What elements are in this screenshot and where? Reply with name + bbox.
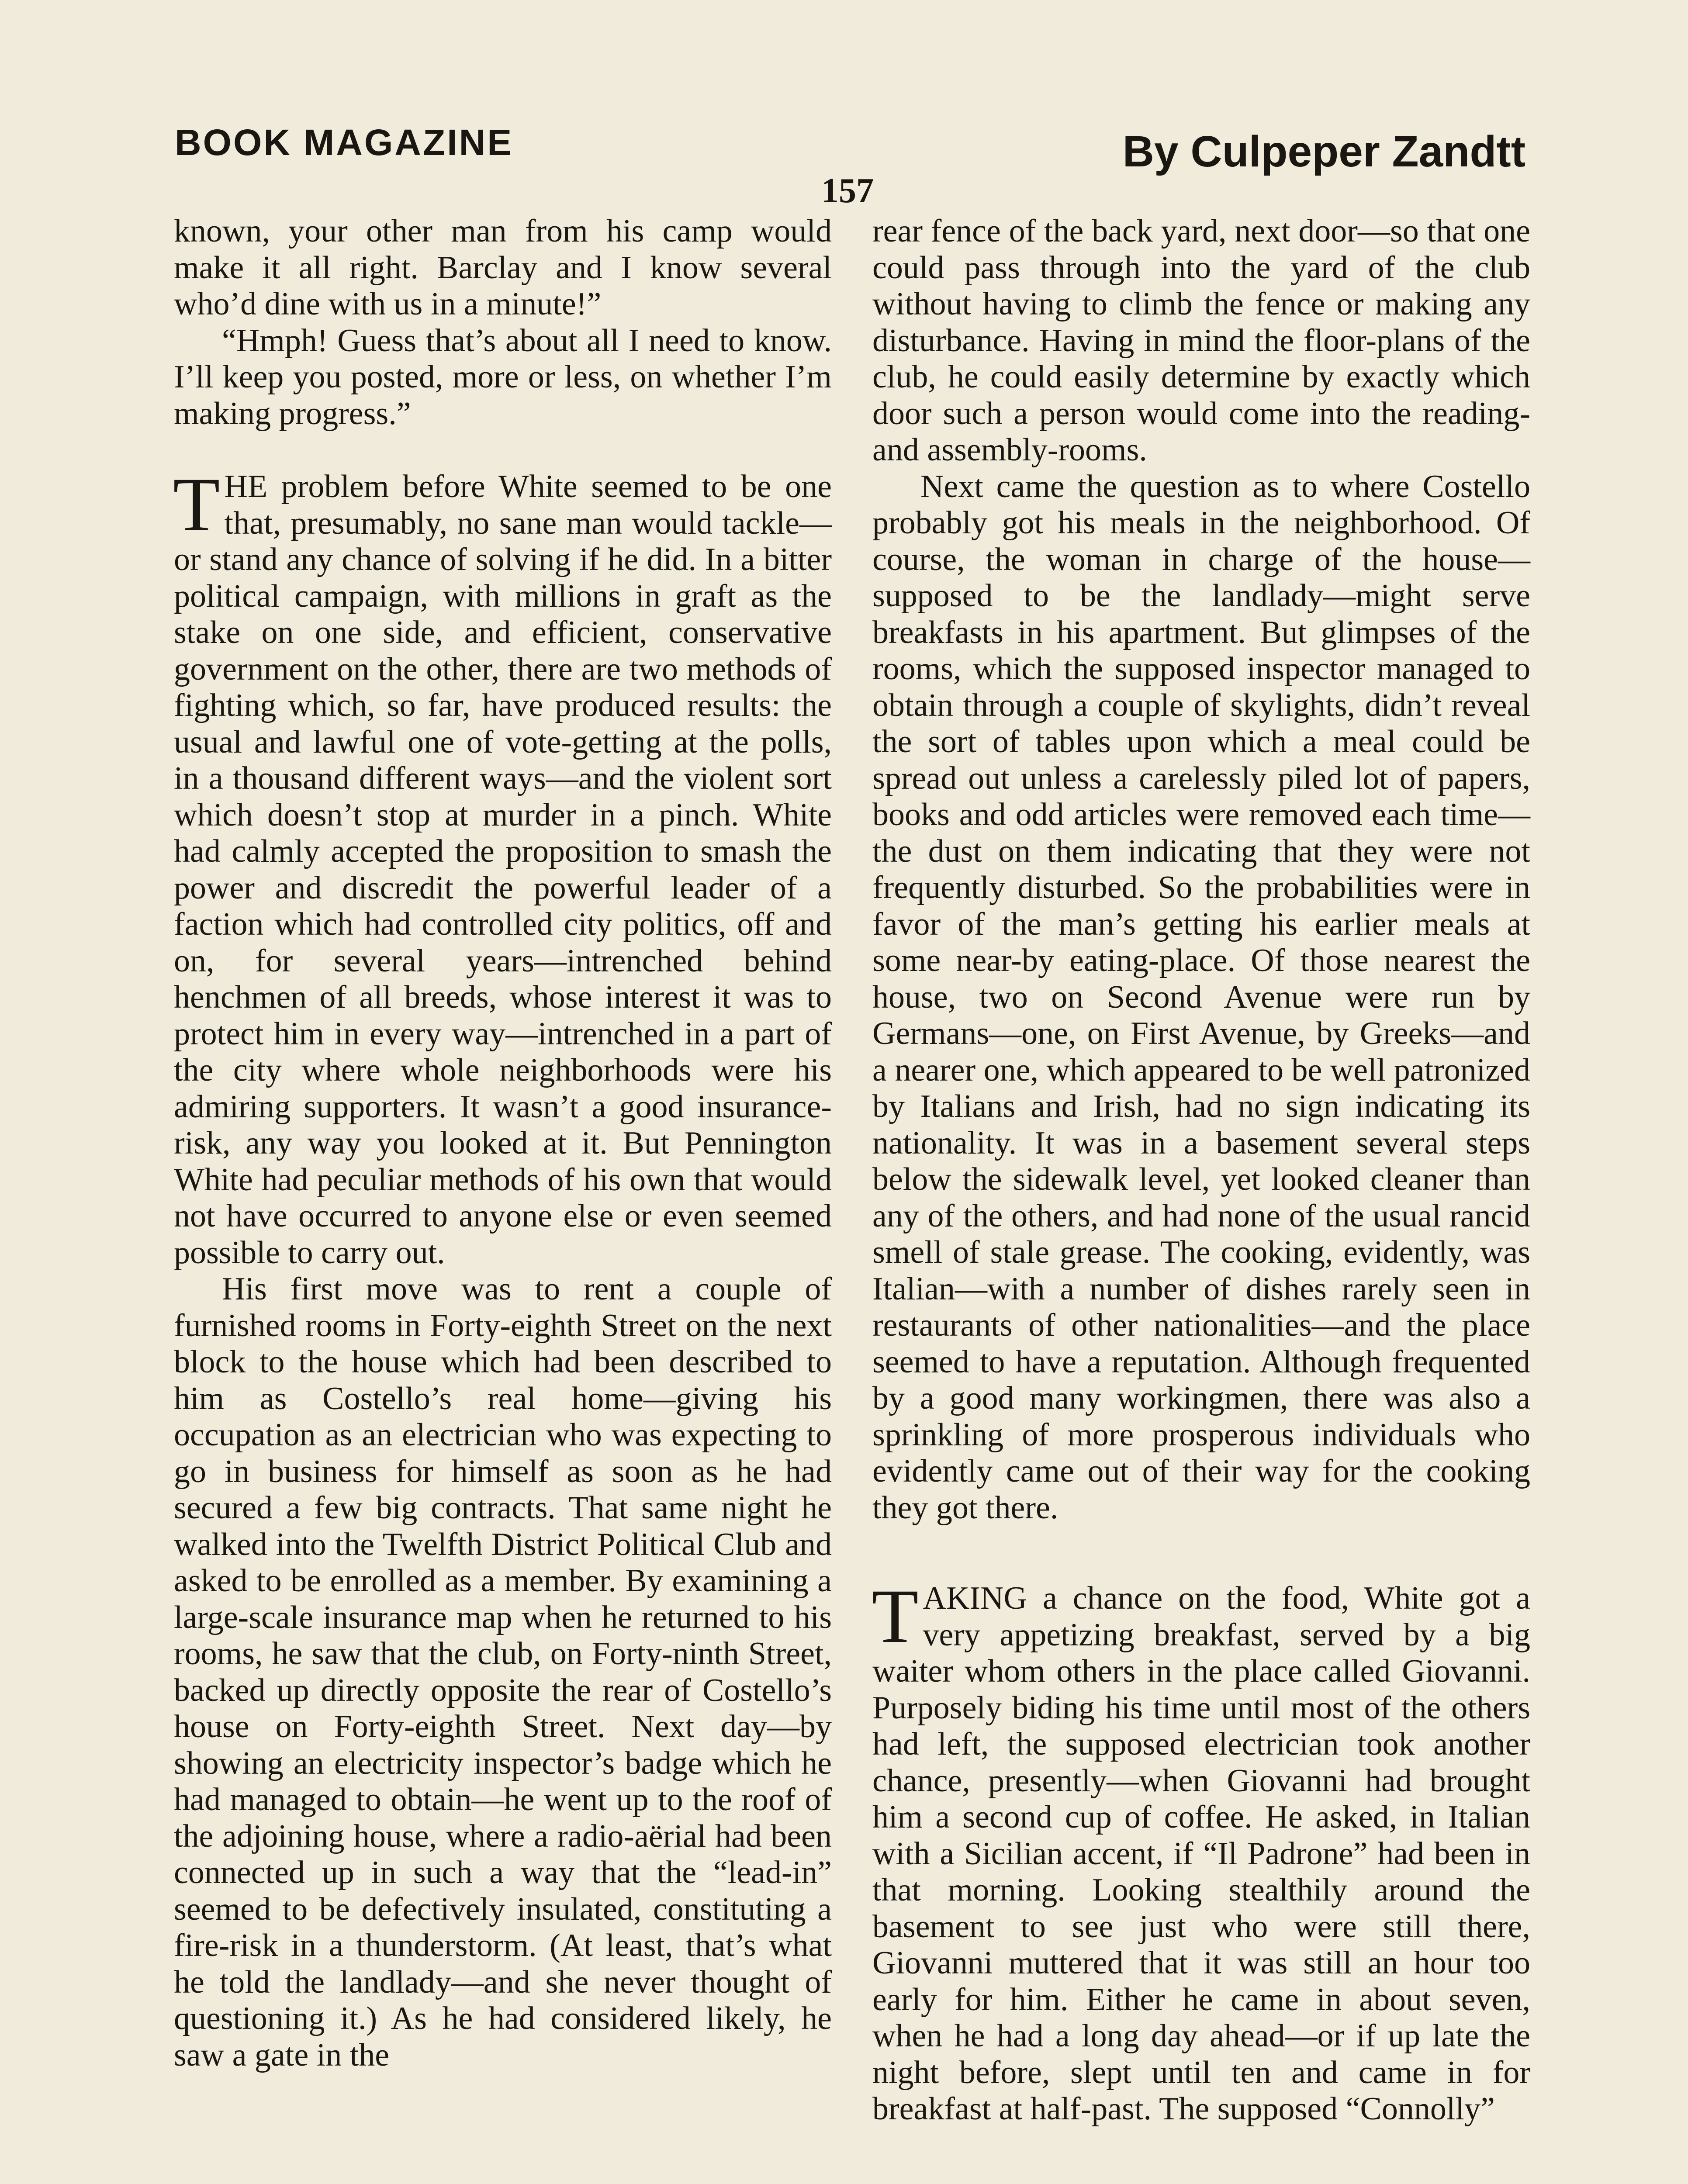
paragraph: “Hmph! Guess that’s about all I need to know. I’ll keep you posted, more or less, on whether I’m making progress.” bbox=[174, 322, 832, 432]
drop-cap: T bbox=[872, 1574, 919, 1659]
paragraph: Next came the question as to where Costello probably got his meals in the neighborhood. Of course, the woman in charge of the house—supposed to be the landlady—might serve breakfasts in his apartment. But glimpses of the rooms, which the supposed inspector managed to obtain through a couple of skylights, didn’t reveal the sort of tables upon which a meal could be spread out unless a carelessly piled lot of papers, books and odd articles were removed each time—the dust on them indicating that they were not frequently disturbed. So the probabilities were in favor of the man’s getting his earlier meals at some near-by eating-place. Of those nearest the house, two on Second Avenue were run by Germans—one, on First Avenue, by Greeks—and a nearer one, which appeared to be well patronized by Italians and Irish, had no sign indicating its nationality. It was in a basement several steps below the sidewalk level, yet looked cleaner than any of the others, and had none of the usual rancid smell of stale grease. The cooking, evidently, was Italian—with a number of dishes rarely seen in restaurants of other nationalities—and the place seemed to have a reputation. Although frequented by a good many workingmen, there was also a sprinkling of more prosperous individuals who evidently came out of their way for the cooking they got there. bbox=[872, 468, 1530, 1526]
section-paragraph bbox=[173, 462, 832, 1271]
right-column bbox=[872, 213, 1530, 2128]
page-number: 157 bbox=[821, 172, 874, 210]
paragraph-text: HE problem before White seemed to be one that, presumably, no sane man would tackle—or stand any chance of solving if he did. In a bitter political campaign, with millions in graft as the stake on one side, and efficient, conservative government on the other, there are two methods of fighting which, so far, have produced results: the usual and lawful one of vote-getting at the polls, in a thousand different ways—and the violent sort which doesn’t stop at murder in a pinch. White had calmly accepted the proposition to smash the power and discredit the powerful leader of a faction which had controlled city politics, off and on, for several years—intrenched behind henchmen of all breeds, whose interest it was to protect him in every way—intrenched in a part of the city where whole neighborhoods were his admiring supporters. It wasn’t a good insurance-risk, any way you looked at it. But Pennington White had peculiar methods of his own that would not have occurred to anyone else or even seemed possible to carry out. bbox=[174, 469, 832, 1271]
paragraph: His first move was to rent a couple of furnished rooms in Forty-eighth Street on the next block to the house which had been described to him as Costello’s real home—giving his occupation as an electrician who was expecting to go in business for himself as soon as he had secured a few big contracts. That same night he walked into the Twelfth District Political Club and asked to be enrolled as a member. By examining a large-scale insurance map when he returned to his rooms, he saw that the club, on Forty-ninth Street, backed up directly opposite the rear of Costello’s house on Forty-eighth Street. Next day—by showing an electricity inspector’s badge which he had managed to obtain—he went up to the roof of the adjoining house, where a radio-aërial had been connected up in such a way that the “lead-in” seemed to be defectively insulated, constituting a fire-risk in a thunderstorm. (At least, that’s what he told the landlady—and she never thought of questioning it.) As he had considered likely, he saw a gate in the bbox=[174, 1271, 832, 2073]
paragraph-text: AKING a chance on the food, White got a very appetizing breakfast, served by a big waiter whom others in the place called Giovanni. Purposely biding his time until most of the others had left, the supposed electrician took another chance, presently—when Giovanni had brought him a second cup of coffee. He asked, in Italian with a Sicilian accent, if “Il Padrone” had been in that morning. Looking stealthily around the basement to see just who were still there, Giovanni muttered that it was still an hour too early for him. Either he came in about seven, when he had a long day ahead—or if up late the night before, slept until ten and came in for breakfast at half-past. The supposed “Connolly” bbox=[872, 1580, 1530, 2127]
author-byline: By Culpeper Zandtt bbox=[1122, 127, 1525, 176]
left-column bbox=[174, 213, 832, 2073]
paragraph: rear fence of the back yard, next door—so that one could pass through into the yard of the club without having to climb the fence or making any disturbance. Having in mind the floor-plans of the club, he could easily determine by exactly which door such a person would come into the reading- and assembly-rooms. bbox=[872, 213, 1530, 468]
section-paragraph bbox=[872, 1574, 1530, 2128]
paragraph: known, your other man from his camp would make it all right. Barclay and I know several who’d dine with us in a minute!” bbox=[174, 213, 832, 322]
drop-cap: T bbox=[173, 462, 220, 547]
magazine-title: BOOK MAGAZINE bbox=[175, 122, 514, 163]
